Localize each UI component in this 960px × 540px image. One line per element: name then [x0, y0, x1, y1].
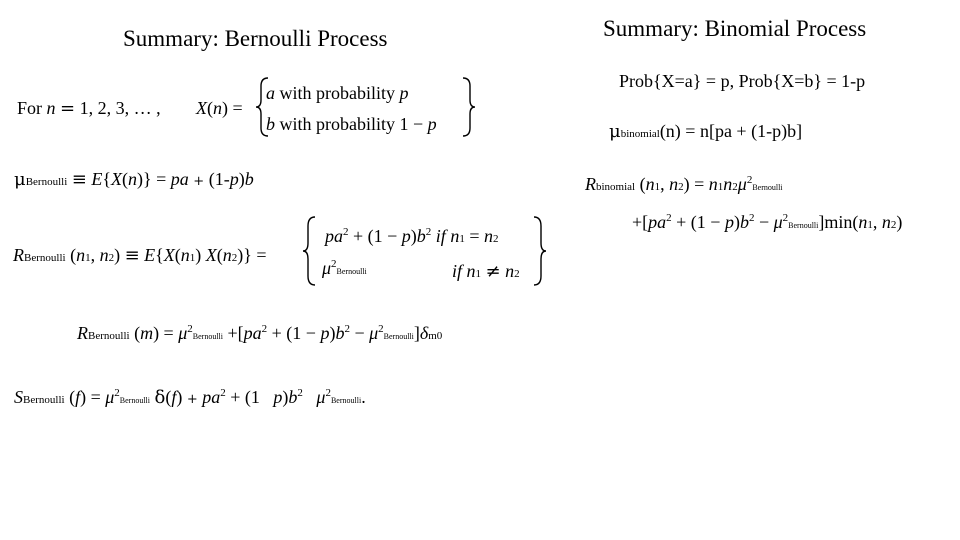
sub-bernoulli-4: Bernoulli: [88, 330, 130, 342]
case-a: a with probability p: [266, 83, 409, 103]
bernoulli-S-equation: SBernoulli $(f) = \mu^2Bernoulli$ $\delta(f) + pa^2 + (1$ $p)b^2$ $\mu^2Bernoulli$.: [14, 387, 366, 408]
R-right-brace-icon: [531, 215, 547, 287]
right-brace-icon: [460, 76, 476, 138]
R-case-1: $pa^2 + (1 - p)b^2$ if n1 = n2: [325, 226, 499, 246]
R-cond1: if: [435, 226, 446, 246]
sub-binomial-2: binomial: [596, 181, 636, 193]
min-text: min(: [824, 212, 859, 232]
mean-rhs: (1-: [208, 169, 230, 189]
bernoulli-title: Summary: Bernoulli Process: [123, 26, 388, 51]
binomial-mean-equation: μbinomial(n) = n[pa + (1-p)b]: [609, 121, 803, 142]
sub-bernoulli-1: Bernoulli: [25, 176, 68, 188]
R-case-2: $\mu^2Bernoulli$: [322, 258, 367, 278]
R-cond2: if: [452, 261, 463, 281]
sub-bernoulli-3: Bernoulli: [336, 267, 367, 276]
xn-lhs: X(n) =: [196, 98, 243, 118]
sub-bernoulli-7: Bernoulli: [23, 394, 65, 406]
sub-binomial-1: binomial: [620, 128, 660, 140]
m-label: m: [140, 323, 154, 343]
sub-bernoulli-r1: Bernoulli: [752, 183, 783, 192]
for-label: For: [17, 98, 43, 118]
binomial-mu-rhs: (n) = n[pa + (1-p)b]: [659, 121, 803, 141]
sub-bernoulli-8: Bernoulli: [119, 396, 150, 405]
S-label: S: [14, 387, 23, 407]
for-clause: For n = 1, 2, 3, … ,: [17, 98, 161, 119]
binomial-prob-line: [619, 72, 865, 90]
f-label: f: [75, 387, 81, 407]
bernoulli-R-lhs: RBernoulli (n1, n2) ≡ E{X(n1) X(n2)} =: [13, 245, 267, 266]
delta-sub: m0: [428, 330, 443, 342]
R-left-brace-icon: [302, 215, 318, 287]
binomial-R-continuation: $+[pa^2 + (1 - p)b^2$ − $\mu^2Bernoulli]\min(n1$, n2): [632, 212, 903, 232]
case-a-text: with probability: [279, 83, 395, 103]
bernoulli-mean-equation: μBernoulli ≡ E{X(n)} = pa + (1-p)b: [14, 169, 254, 190]
sub-bernoulli-9: Bernoulli: [330, 396, 362, 405]
binomial-title: Summary: Binomial Process: [603, 16, 867, 41]
prob-line-text: Prob{X=a} = p, Prob{X=b} = 1-p: [619, 71, 866, 91]
sub-bernoulli-2: Bernoulli: [24, 252, 66, 264]
sub-bernoulli-5: Bernoulli: [192, 332, 223, 341]
bernoulli-Rm-equation: RBernoulli $(m) = \mu^2Bernoulli +[pa^2 + (1 - p)b^2$ − $\mu^2Bernoulli]\delta m0$: [77, 323, 443, 343]
case-b: b with probability 1 − p: [266, 114, 437, 134]
R-case-2-cond: if n1 ≠ n2: [452, 261, 520, 282]
case-b-text: with probability 1 −: [279, 114, 424, 134]
n-values: 1, 2, 3, … ,: [79, 98, 161, 118]
binomial-R-equation: Rbinomial (n1, $n2) = n1n2\mu^2Bernoulli$: [585, 174, 783, 194]
sub-bernoulli-r2: Bernoulli: [788, 221, 819, 230]
sub-bernoulli-6: Bernoulli: [383, 332, 414, 341]
